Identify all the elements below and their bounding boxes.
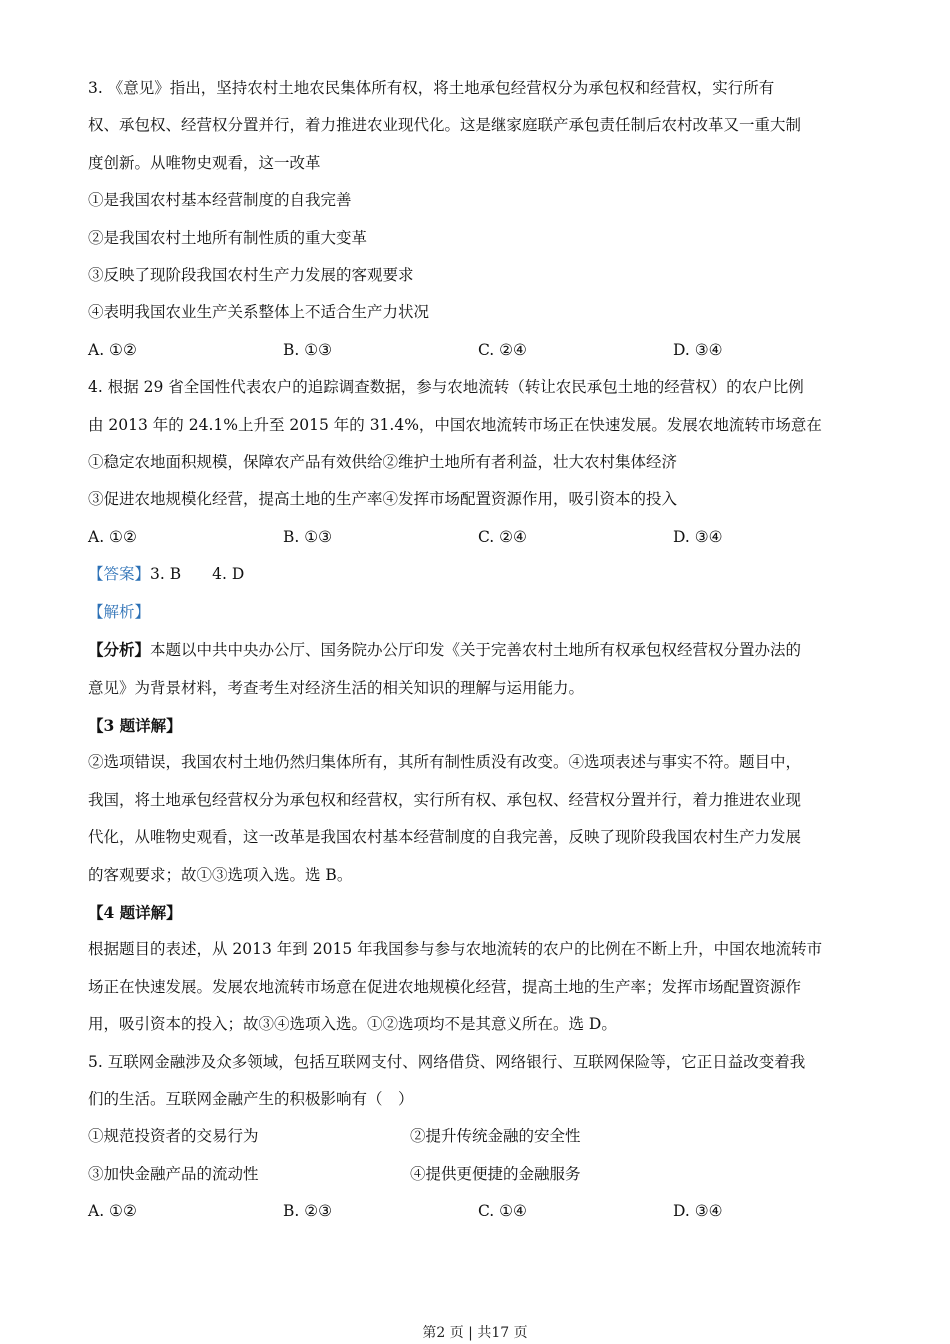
q4-line: ③促进农地规模化经营，提高土地的生产率④发挥市场配置资源作用，吸引资本的投入 xyxy=(88,490,678,509)
detail4-tag: 【4 题详解】 xyxy=(88,902,182,922)
page-content xyxy=(88,70,868,1231)
detail4-line: 根据题目的表述，从 2013 年到 2015 年我国参与参与农地流转的农户的比例在不断上升，中国农地流转市 xyxy=(88,940,823,959)
analysis-tag: 【解析】 xyxy=(88,602,151,621)
q4-option-a: A. ①② xyxy=(88,527,137,546)
answer-line xyxy=(88,556,868,593)
fenxi-line: 意见》为背景材料，考查考生对经济生活的相关知识的理解与运用能力。 xyxy=(88,678,585,697)
detail3-line: ②选项错误，我国农村土地仍然归集体所有，其所有制性质没有改变。④选项表述与事实不符。题目中， xyxy=(88,753,802,772)
q5-item: ②提升传统金融的安全性 xyxy=(410,1127,581,1146)
q5-item: ④提供更便捷的金融服务 xyxy=(410,1164,581,1183)
q4-line: 由 2013 年的 24.1%上升至 2015 年的 31.4%，中国农地流转市场正在快速发展。发展农地流转市场意在 xyxy=(88,415,822,434)
fenxi-tag: 【分析】 xyxy=(88,640,151,660)
q4-option-d: D. ③④ xyxy=(673,527,723,546)
q3-option-b: B. ①③ xyxy=(283,340,333,359)
q5-item: ①规范投资者的交易行为 xyxy=(88,1127,259,1146)
detail4-line: 场正在快速发展。发展农地流转市场意在促进农地规模化经营，提高土地的生产率；发挥市场配置资源作 xyxy=(88,977,802,996)
q3-line: 度创新。从唯物史观看，这一改革 xyxy=(88,153,321,172)
detail3-line: 代化，从唯物史观看，这一改革是我国农村基本经营制度的自我完善，反映了现阶段我国农村生产力发展 xyxy=(88,828,802,847)
q4-option-c: C. ②④ xyxy=(478,527,527,546)
q3-item: ④表明我国农业生产关系整体上不适合生产力状况 xyxy=(88,303,430,322)
q5-items-row xyxy=(88,1156,868,1193)
q4-option-b: B. ①③ xyxy=(283,527,333,546)
q3-line: 权、承包权、经营权分置并行，着力推进农业现代化。这是继家庭联产承包责任制后农村改革又一重大制 xyxy=(88,116,802,135)
q3-item: ③反映了现阶段我国农村生产力发展的客观要求 xyxy=(88,266,414,285)
q5-option-a: A. ①② xyxy=(88,1202,137,1221)
fenxi-line xyxy=(88,631,868,669)
analysis-line xyxy=(88,594,868,631)
q5-items-row xyxy=(88,1118,868,1155)
answer-tag: 【答案】 xyxy=(88,565,151,584)
page-footer: 第2 页 | 共17 页 xyxy=(422,1325,528,1341)
detail4-line: 用，吸引资本的投入；故③④选项入选。①②选项均不是其意义所在。选 D。 xyxy=(88,1015,617,1034)
detail3-tag: 【3 题详解】 xyxy=(88,715,182,735)
q5-option-c: C. ①④ xyxy=(478,1202,527,1221)
q3-line: 3. 《意见》指出，坚持农村土地农民集体所有权，将土地承包经营权分为承包权和经营权，实行所有 xyxy=(88,79,775,97)
q4-options xyxy=(88,519,868,556)
q3-options xyxy=(88,332,868,369)
detail3-line: 我国，将土地承包经营权分为承包权和经营权，实行所有权、承包权、经营权分置并行，着力推进农业现 xyxy=(88,790,802,809)
q3-option-d: D. ③④ xyxy=(673,340,723,359)
q5-line: 们的生活。互联网金融产生的积极影响有（ ） xyxy=(88,1089,414,1108)
q4-line: 4. 根据 29 省全国性代表农户的追踪调查数据，参与农地流转（转让农民承包土地的经营权）的农户比例 xyxy=(88,378,804,397)
q3-option-c: C. ②④ xyxy=(478,340,527,359)
answer-text: 3. B 4. D xyxy=(150,565,245,584)
q4-line: ①稳定农地面积规模，保障农产品有效供给②维护土地所有者利益，壮大农村集体经济 xyxy=(88,453,678,472)
q3-item: ①是我国农村基本经营制度的自我完善 xyxy=(88,191,352,210)
detail3-line: 的客观要求；故①③选项入选。选 B。 xyxy=(88,865,353,884)
q5-line: 5. 互联网金融涉及众多领域，包括互联网支付、网络借贷、网络银行、互联网保险等，它正日益改变着我 xyxy=(88,1052,806,1071)
q5-options xyxy=(88,1193,868,1230)
q5-option-d: D. ③④ xyxy=(673,1202,723,1221)
fenxi-text: 本题以中共中央办公厅、国务院办公厅印发《关于完善农村土地所有权承包权经营权分置办法的 xyxy=(150,641,802,660)
q3-option-a: A. ①② xyxy=(88,340,137,359)
q3-item: ②是我国农村土地所有制性质的重大变革 xyxy=(88,228,368,247)
q5-option-b: B. ②③ xyxy=(283,1202,333,1221)
q5-item: ③加快金融产品的流动性 xyxy=(88,1164,259,1183)
